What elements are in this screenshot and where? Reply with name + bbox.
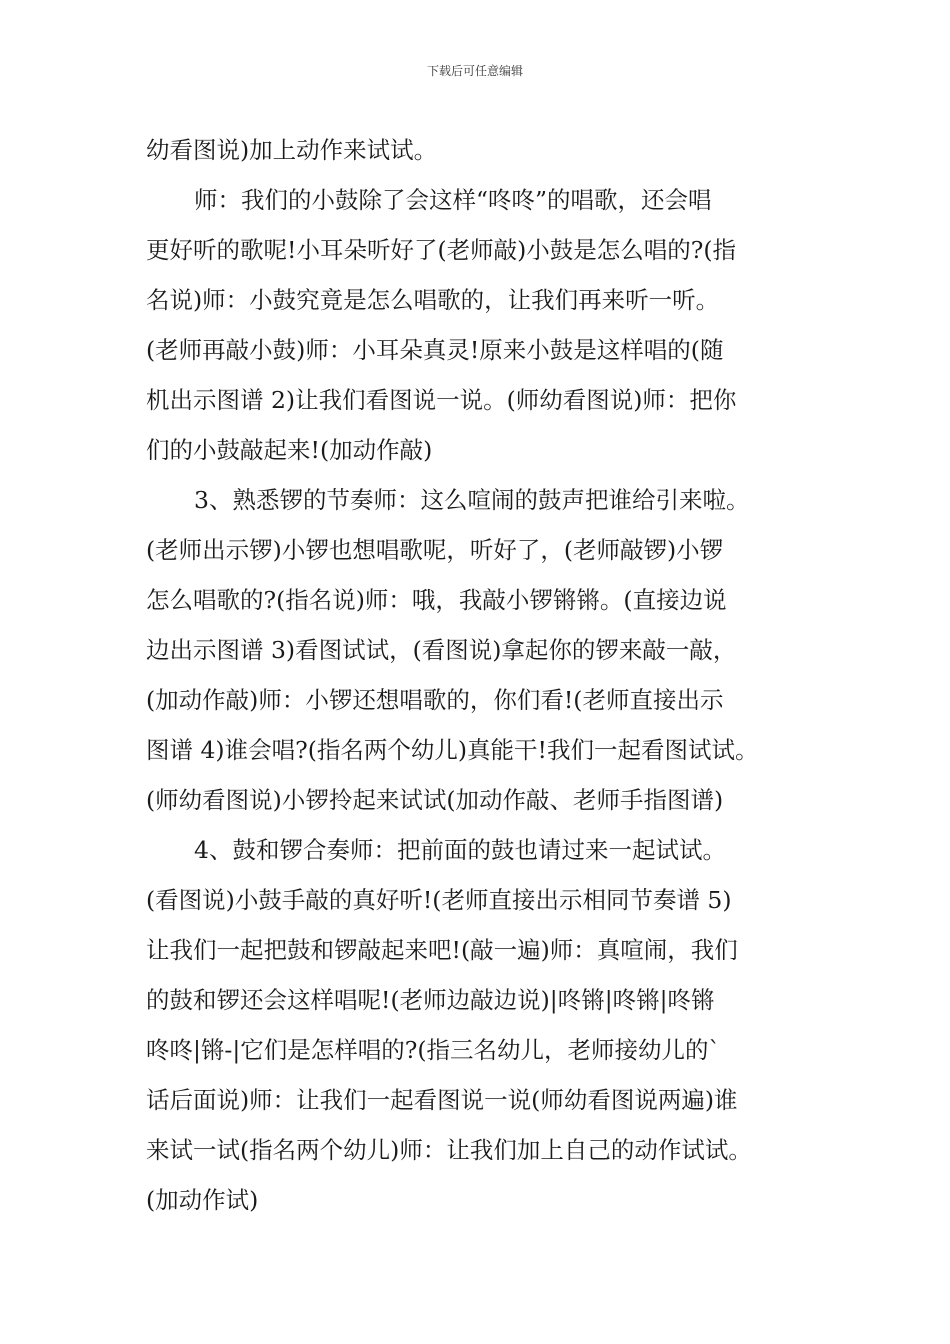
text-line: (看图说)小鼓手敲的真好听!(老师直接出示相同节奏谱 5): [146, 886, 732, 914]
text-line: (加动作试): [146, 1186, 259, 1214]
text-line: 咚咚|锵-|它们是怎样唱的?(指三名幼儿，老师接幼儿的`: [146, 1036, 721, 1064]
document-body: [146, 125, 806, 1225]
text-line: 怎么唱歌的?(指名说)师：哦，我敲小锣锵锵。(直接边说: [146, 586, 727, 614]
text-line: (师幼看图说)小锣拎起来试试(加动作敲、老师手指图谱): [146, 786, 724, 814]
text-line: 图谱 4)谁会唱?(指名两个幼儿)真能干!我们一起看图试试。: [146, 736, 759, 764]
text-line: 边出示图谱 3)看图试试，(看图说)拿起你的锣来敲一敲，: [146, 636, 737, 664]
text-line: 机出示图谱 2)让我们看图说一说。(师幼看图说)师：把你: [146, 386, 737, 414]
page-header: 下载后可任意编辑: [426, 64, 523, 78]
text-line: 更好听的歌呢!小耳朵听好了(老师敲)小鼓是怎么唱的?(指: [146, 236, 737, 264]
text-line: 话后面说)师：让我们一起看图说一说(师幼看图说两遍)谁: [146, 1086, 738, 1114]
text-line: (加动作敲)师：小锣还想唱歌的，你们看!(老师直接出示: [146, 686, 724, 714]
text-line: 让我们一起把鼓和锣敲起来吧!(敲一遍)师：真喧闹，我们: [146, 936, 738, 964]
paragraph-start-line: 3、熟悉锣的节奏师：这么喧闹的鼓声把谁给引来啦。: [194, 486, 750, 514]
text-line: 们的小鼓敲起来!(加动作敲): [146, 436, 433, 464]
paragraph-start-line: 师：我们的小鼓除了会这样“咚咚”的唱歌，还会唱: [194, 186, 712, 214]
paragraph-start-line: 4、鼓和锣合奏师：把前面的鼓也请过来一起试试。: [194, 836, 726, 864]
text-line: 来试一试(指名两个幼儿)师：让我们加上自己的动作试试。: [146, 1136, 752, 1164]
text-line: (老师再敲小鼓)师：小耳朵真灵!原来小鼓是这样唱的(随: [146, 336, 724, 364]
text-line: 的鼓和锣还会这样唱呢!(老师边敲边说)|咚锵|咚锵|咚锵: [146, 986, 715, 1014]
text-line: 名说)师：小鼓究竟是怎么唱歌的，让我们再来听一听。: [146, 286, 720, 314]
text-line: 幼看图说)加上动作来试试。: [146, 136, 438, 164]
text-line: (老师出示锣)小锣也想唱歌呢，听好了，(老师敲锣)小锣: [146, 536, 724, 564]
